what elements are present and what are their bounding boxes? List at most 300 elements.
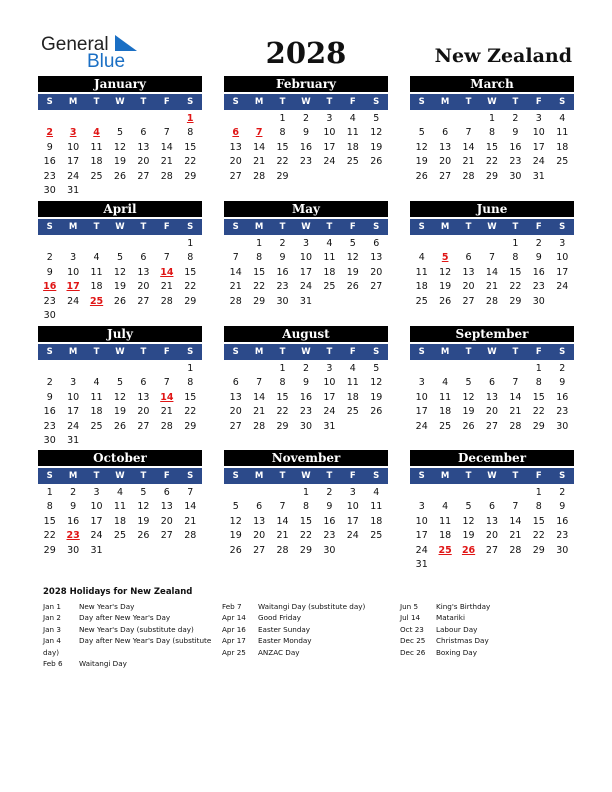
day-cell: 3 [349,487,356,498]
holiday-name: King's Birthday [436,602,491,611]
day-cell: 6 [442,127,449,139]
weekday-label: S [187,347,194,357]
holiday-name: Easter Monday [258,636,312,646]
holiday-entry [43,658,213,669]
weekday-label: M [440,97,450,107]
week-row [224,420,388,434]
day-cell: 17 [90,515,103,527]
day-cell: 3 [326,113,333,124]
empty-day-cell [551,295,574,309]
day-cell: 22 [485,156,499,168]
day-cell: 7 [163,377,170,389]
empty-day-cell [224,362,247,376]
month-december [410,450,574,572]
day-cell: 17 [346,515,359,527]
empty-day-cell [318,170,341,184]
day-cell: 22 [184,406,197,418]
holiday-name: Waitangi Day [79,659,127,669]
weekday-label: F [349,347,356,357]
day-cell: 12 [415,141,428,153]
day-cell: 20 [253,530,266,542]
week-row [410,376,574,390]
day-cell: 18 [323,266,336,278]
week-row [38,362,202,376]
day-cell: 29 [276,170,289,182]
week-row [410,500,574,514]
holiday-date: Feb 7 [222,602,242,611]
weekday-label: F [163,347,170,357]
day-cell: 13 [229,391,242,403]
day-cell: 23 [556,406,569,418]
day-cell: 6 [373,238,380,249]
week-row [38,141,202,155]
day-cell: 22 [43,530,56,542]
day-cell: 1 [187,238,194,249]
weekday-label: T [326,347,333,357]
week-row [38,515,202,529]
day-cell: 26 [415,170,428,182]
day-cell: 6 [232,377,239,389]
weekday-label: S [418,347,425,357]
weekday-label: F [535,97,542,107]
day-cell: 10 [67,266,80,278]
day-cell: 9 [279,252,286,264]
day-cell: 29 [184,420,197,432]
day-cell: 10 [323,377,336,389]
day-cell: 11 [90,141,103,153]
day-cell: 5 [140,487,147,498]
empty-day-cell [341,544,364,558]
holiday-entry [400,612,490,623]
week-row [224,126,388,140]
day-cell: 30 [276,295,289,307]
day-cell: 18 [90,156,103,168]
day-cell: 23 [276,281,289,293]
month-name: July [38,326,202,342]
weekday-label: S [373,347,380,357]
empty-day-cell [61,237,84,251]
day-cell: 24 [67,420,80,432]
holiday-name: Boxing Day [436,647,477,657]
month-february [224,76,388,184]
day-cell: 15 [43,515,56,527]
empty-day-cell [504,558,527,572]
day-cell: 17 [532,141,545,153]
holiday-day-cell: 7 [255,127,263,139]
day-cell: 18 [346,391,359,403]
empty-day-cell [457,362,480,376]
day-cell: 24 [67,295,80,307]
weekday-label: M [254,471,264,481]
empty-day-cell [457,486,480,500]
day-cell: 31 [67,434,80,446]
weekday-label: W [115,222,125,232]
day-cell: 25 [346,156,359,168]
weekday-label: S [559,347,566,357]
week-row [410,486,574,500]
week-row [38,251,202,265]
weekday-label: T [326,97,333,107]
day-cell: 8 [488,127,495,139]
empty-day-cell [38,237,61,251]
day-cell: 17 [299,266,313,278]
day-cell: 25 [90,420,103,432]
day-cell: 1 [187,363,194,374]
weekday-label: M [68,97,78,107]
empty-day-cell [410,362,433,376]
day-cell: 24 [556,281,569,293]
day-cell: 7 [279,501,286,513]
weekday-label: W [301,471,311,481]
week-row [224,529,388,543]
day-cell: 17 [67,406,80,418]
day-cell: 13 [439,141,452,153]
weekday-label: S [232,347,239,357]
holiday-entry [222,624,365,635]
empty-day-cell [108,309,131,323]
weekday-label: F [349,97,356,107]
weekday-label: M [440,222,450,232]
day-cell: 26 [370,156,383,168]
day-cell: 2 [46,377,53,389]
day-cell: 2 [512,113,519,124]
day-cell: 6 [140,252,147,264]
weekday-label: S [187,222,194,232]
day-cell: 6 [140,377,147,389]
holiday-day-cell: 25 [438,544,452,556]
holiday-name: Waitangi Day (substitute day) [258,602,366,611]
day-cell: 16 [556,515,569,527]
week-row [224,141,388,155]
empty-day-cell [108,434,131,448]
week-row [410,155,574,169]
day-cell: 15 [299,515,313,527]
week-row [38,170,202,184]
country-name: New Zealand [434,45,572,67]
week-row [224,405,388,419]
day-cell: 10 [299,252,313,264]
weekday-label: T [140,222,147,232]
day-cell: 10 [67,141,80,153]
month-july [38,326,202,448]
day-cell: 27 [485,420,499,432]
day-cell: 13 [485,515,499,527]
week-row [224,112,388,126]
weekday-label: M [68,347,78,357]
empty-day-cell [480,362,503,376]
holidays-title: 2028 Holidays for New Zealand [43,587,193,597]
day-cell: 19 [370,391,383,403]
day-cell: 13 [462,266,475,278]
week-row [38,126,202,140]
day-cell: 4 [93,252,100,264]
weekday-label: M [440,471,450,481]
day-cell: 2 [279,238,286,249]
holiday-entry [400,601,490,612]
week-row [410,295,574,309]
weekday-label: T [465,97,472,107]
empty-day-cell [85,309,108,323]
empty-day-cell [108,544,131,558]
day-cell: 9 [46,391,53,403]
day-cell: 4 [349,113,356,124]
day-cell: 13 [137,391,150,403]
day-cell: 30 [299,420,313,432]
holiday-entry [400,635,490,646]
day-cell: 3 [559,238,566,249]
day-cell: 29 [485,170,499,182]
empty-day-cell [480,486,503,500]
day-cell: 30 [556,420,569,432]
day-cell: 5 [349,238,356,249]
day-cell: 18 [370,515,383,527]
holiday-date: Jun 5 [400,602,419,611]
holiday-entry [222,647,365,658]
day-cell: 20 [229,406,242,418]
day-cell: 13 [253,515,266,527]
weekday-header [224,344,388,360]
day-cell: 27 [439,170,452,182]
day-cell: 16 [532,266,545,278]
day-cell: 11 [113,501,127,513]
day-cell: 26 [113,170,127,182]
month-name: June [410,201,574,217]
empty-day-cell [108,184,131,198]
day-cell: 19 [137,515,150,527]
empty-day-cell [433,362,456,376]
day-cell: 7 [232,252,239,264]
empty-day-cell [132,544,155,558]
day-cell: 14 [485,266,499,278]
day-cell: 25 [370,530,383,542]
empty-day-cell [61,112,84,126]
month-name: December [410,450,574,466]
day-cell: 12 [113,141,127,153]
day-cell: 31 [532,170,545,182]
holiday-column [43,601,213,669]
week-row [224,515,388,529]
weekday-label: S [46,222,53,232]
day-cell: 21 [276,530,289,542]
weekday-label: S [559,471,566,481]
week-row [38,434,202,448]
empty-day-cell [457,112,480,126]
day-cell: 2 [302,113,309,124]
day-cell: 14 [229,266,242,278]
day-cell: 12 [229,515,242,527]
day-cell: 4 [442,501,449,513]
holiday-day-cell: 14 [160,391,174,403]
day-cell: 19 [370,141,383,153]
day-cell: 9 [535,252,542,264]
day-cell: 17 [67,156,80,168]
week-row [38,376,202,390]
day-cell: 16 [43,156,56,168]
holiday-day-cell: 2 [46,127,54,139]
day-cell: 2 [559,487,566,498]
day-cell: 29 [532,420,545,432]
day-cell: 29 [184,170,197,182]
day-cell: 12 [439,266,452,278]
weekday-label: S [559,97,566,107]
day-cell: 18 [439,406,452,418]
day-cell: 10 [532,127,545,139]
day-cell: 15 [532,515,545,527]
day-cell: 5 [465,377,472,389]
day-cell: 7 [512,377,519,389]
day-cell: 6 [256,501,263,513]
empty-day-cell [224,237,247,251]
day-cell: 23 [323,530,336,542]
week-row [224,266,388,280]
day-cell: 20 [485,406,499,418]
weekday-label: S [232,222,239,232]
day-cell: 23 [532,281,545,293]
holiday-name: New Year's Day [79,602,135,611]
holiday-entry [400,647,490,658]
day-cell: 12 [137,501,150,513]
day-cell: 13 [137,141,150,153]
day-cell: 14 [509,391,522,403]
day-cell: 6 [465,252,472,264]
empty-day-cell [108,237,131,251]
holiday-day-cell: 4 [93,127,100,139]
day-cell: 1 [46,487,53,498]
week-row [410,529,574,543]
logo-text-general: General [41,34,109,55]
day-cell: 20 [137,406,150,418]
weekday-label: T [279,471,286,481]
day-cell: 16 [299,391,313,403]
weekday-label: T [279,97,286,107]
day-cell: 4 [116,487,123,498]
day-cell: 24 [323,406,336,418]
week-row [224,391,388,405]
weekday-header [38,219,202,235]
day-cell: 18 [90,406,103,418]
week-row [224,251,388,265]
empty-day-cell [551,170,574,184]
day-cell: 18 [346,141,359,153]
weekday-label: F [163,471,170,481]
weekday-header [224,219,388,235]
empty-day-cell [504,362,527,376]
weekday-label: W [301,347,311,357]
day-cell: 18 [556,141,569,153]
weekday-label: S [46,97,53,107]
weekday-label: T [512,347,519,357]
day-cell: 26 [137,530,150,542]
day-cell: 23 [43,170,56,182]
day-cell: 8 [302,501,309,513]
day-cell: 20 [485,530,499,542]
week-row [38,155,202,169]
day-cell: 27 [137,295,150,307]
holiday-date: Feb 6 [43,659,63,669]
weekday-header [224,94,388,110]
weekday-label: T [279,347,286,357]
weekday-label: T [465,222,472,232]
empty-day-cell [132,362,155,376]
day-cell: 23 [509,156,522,168]
holiday-day-cell: 1 [186,113,194,124]
day-cell: 28 [509,420,522,432]
weekday-label: T [140,471,147,481]
day-cell: 20 [137,156,150,168]
holiday-entry [400,624,490,635]
empty-day-cell [85,184,108,198]
empty-day-cell [155,309,178,323]
empty-day-cell [433,112,456,126]
weekday-label: F [535,347,542,357]
weekday-label: F [349,471,356,481]
day-cell: 24 [90,530,103,542]
day-cell: 12 [346,252,359,264]
weekday-header [410,94,574,110]
day-cell: 31 [90,544,103,556]
weekday-header [224,468,388,484]
holiday-date: Jan 4 [43,636,61,646]
day-cell: 29 [509,295,522,307]
day-cell: 26 [370,406,383,418]
day-cell: 4 [559,113,566,124]
empty-day-cell [410,112,433,126]
day-cell: 28 [184,530,197,542]
holiday-name: Christmas Day [436,636,489,646]
weekday-label: T [140,347,147,357]
holiday-name: Good Friday [258,613,301,623]
day-cell: 30 [43,184,56,196]
month-may [224,201,388,309]
weekday-header [410,219,574,235]
holiday-date: Jul 14 [400,613,421,623]
empty-day-cell [341,170,364,184]
day-cell: 19 [113,156,127,168]
day-cell: 19 [462,406,475,418]
day-cell: 1 [279,113,286,124]
weekday-label: S [187,471,194,481]
day-cell: 11 [323,252,336,264]
day-cell: 25 [113,530,127,542]
empty-day-cell [85,237,108,251]
day-cell: 9 [559,377,566,389]
week-row [410,112,574,126]
day-cell: 20 [229,156,242,168]
day-cell: 28 [253,170,266,182]
empty-day-cell [85,434,108,448]
weekday-label: W [115,347,125,357]
week-row [38,500,202,514]
day-cell: 5 [116,127,123,139]
day-cell: 2 [535,238,542,249]
day-cell: 4 [349,363,356,374]
holiday-entry [222,601,365,612]
day-cell: 6 [163,487,170,498]
empty-day-cell [365,544,388,558]
day-cell: 12 [370,377,383,389]
day-cell: 2 [46,252,53,264]
day-cell: 26 [439,295,452,307]
day-cell: 8 [535,377,542,389]
holiday-date: Dec 26 [400,647,426,657]
week-row [224,500,388,514]
empty-day-cell [132,112,155,126]
day-cell: 3 [70,377,77,389]
day-cell: 3 [70,252,77,264]
week-row [38,112,202,126]
holiday-date: Apr 16 [222,624,246,634]
week-row [224,362,388,376]
